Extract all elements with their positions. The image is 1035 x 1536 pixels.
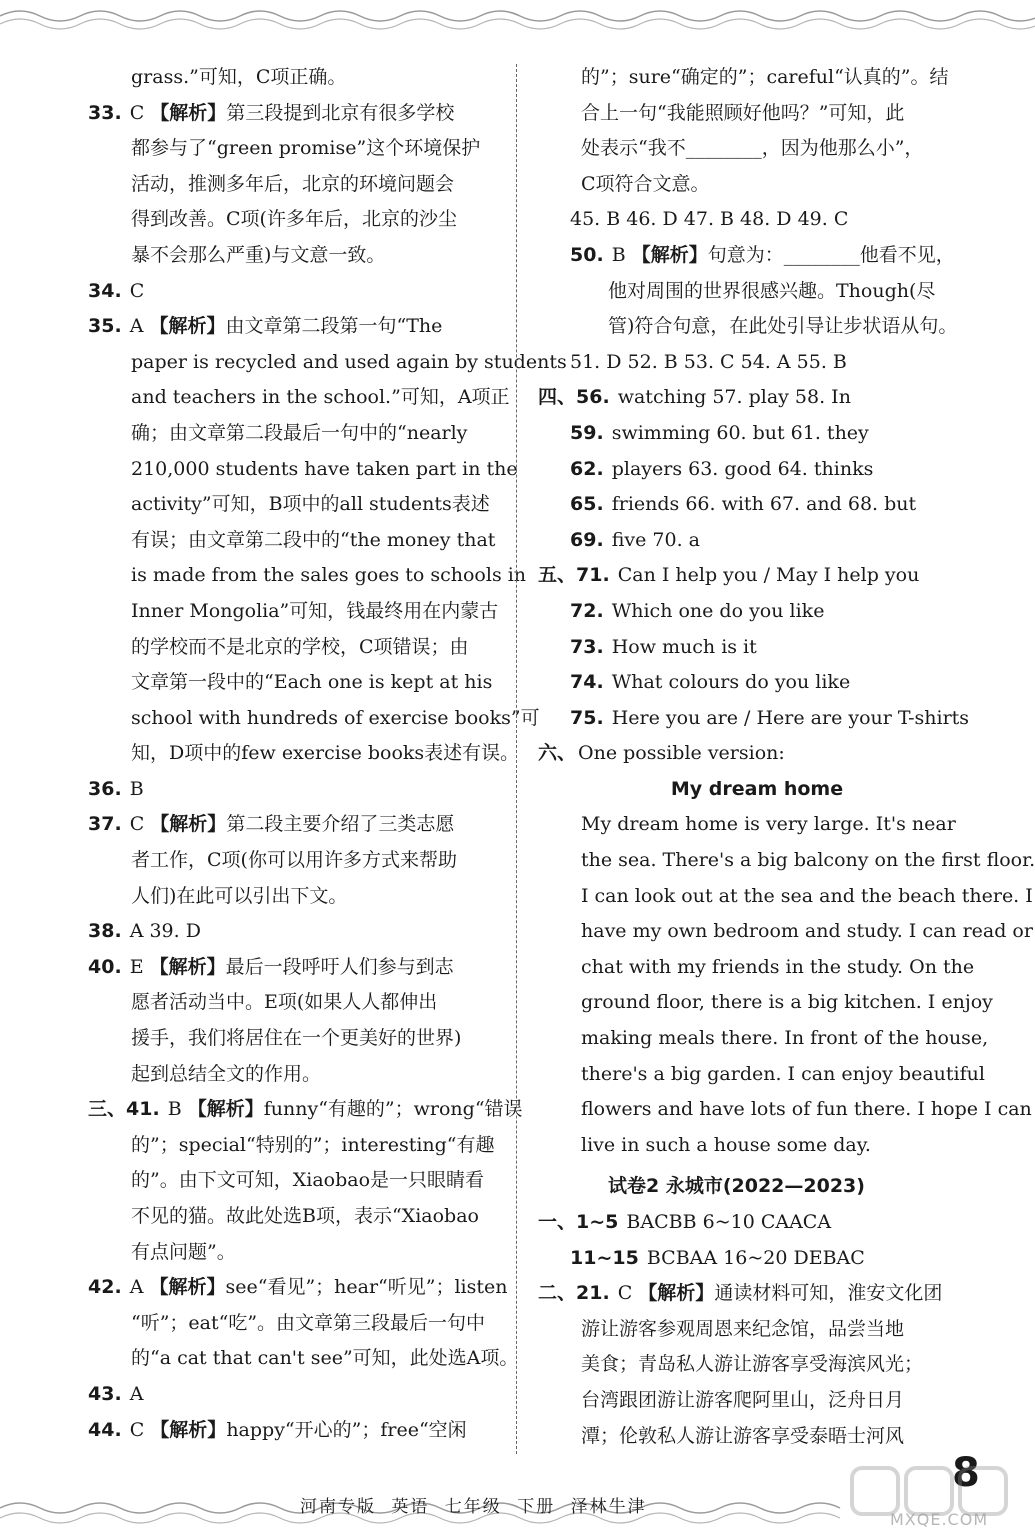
line-text: school with hundreds of exercise books”可	[131, 706, 540, 729]
text-line	[538, 1312, 976, 1348]
line-text: 得到改善。C项(许多年后，北京的沙尘	[131, 208, 457, 231]
answer-letter: B	[605, 243, 632, 266]
answer-letter: E	[123, 955, 150, 978]
text-line	[88, 701, 540, 737]
line-text: watching 57. play 58. In	[611, 386, 851, 409]
text-line	[88, 1021, 498, 1057]
line-text: flowers and have lots of fun there. I hope I can	[581, 1098, 1032, 1121]
text-line	[538, 309, 976, 345]
text-line	[538, 1057, 985, 1093]
text-line	[88, 558, 527, 594]
line-text: A 39. D	[123, 920, 201, 943]
text-line	[88, 309, 498, 345]
line-text: 的”；special“特别的”；interesting“有趣	[131, 1133, 495, 1156]
line-text: grass.”可知，C项正确。	[131, 66, 347, 88]
text-line	[88, 202, 498, 238]
line-text: A	[123, 1382, 144, 1405]
text-line	[88, 1128, 498, 1164]
line-text: What colours do you like	[605, 671, 851, 694]
text-line	[88, 1306, 498, 1342]
question-number: 74.	[570, 671, 604, 694]
question-number: 34.	[88, 279, 122, 302]
line-text: 知，D项中的few exercise books表述有误。	[131, 742, 520, 765]
line-text: 处表示“我不________，因为他那么小”，	[581, 137, 924, 160]
line-text: 第二段主要介绍了三类志愿	[226, 813, 455, 836]
line-text: funny“有趣的”；wrong“错误	[263, 1098, 523, 1121]
answer-letter: C	[123, 1418, 151, 1441]
text-line	[88, 1163, 498, 1199]
text-line	[88, 1413, 498, 1449]
text-line	[538, 914, 1033, 950]
line-text: five 70. a	[605, 528, 700, 551]
line-text: 确；由文章第二段最后一句中的“nearly	[131, 421, 468, 444]
text-line	[538, 736, 976, 772]
question-number: 38.	[88, 920, 122, 943]
line-text: see“看见”；hear“听见”；listen	[225, 1276, 508, 1299]
line-text: happy“开心的”；free“空闲	[226, 1418, 467, 1441]
text-line	[88, 416, 498, 452]
question-number: 四、56.	[538, 386, 610, 409]
line-text: 游让游客参观周恩来纪念馆，品尝当地	[581, 1317, 905, 1340]
text-line	[88, 736, 520, 772]
line-text: 愿者活动当中。E项(如果人人都伸出	[131, 991, 438, 1014]
line-text: players 63. good 64. thinks	[605, 457, 874, 480]
text-line	[538, 380, 976, 416]
line-text: My dream home	[670, 777, 844, 800]
left-column	[88, 60, 567, 1448]
text-line	[538, 487, 976, 523]
line-text: 51. D 52. B 53. C 54. A 55. B	[570, 350, 847, 373]
line-text: C项符合文意。	[581, 172, 710, 195]
text-line	[538, 772, 976, 808]
question-number: 65.	[570, 493, 604, 516]
question-number: 六、	[538, 742, 577, 765]
question-number: 50.	[570, 243, 604, 266]
text-line	[538, 1092, 1032, 1128]
question-number: 五、71.	[538, 564, 610, 587]
question-number: 73.	[570, 635, 604, 658]
text-line	[538, 274, 976, 310]
question-number: 一、1~5	[538, 1211, 619, 1233]
line-text: 活动，推测多年后，北京的环境问题会	[131, 172, 455, 195]
line-text: making meals there. In front of the house,	[581, 1027, 989, 1050]
text-line	[88, 1057, 498, 1093]
line-text: and teachers in the school.”可知，A项正	[131, 386, 510, 409]
line-text: 的学校而不是北京的学校，C项错误；由	[131, 635, 469, 658]
question-number: 69.	[570, 528, 604, 551]
text-line	[538, 1276, 976, 1312]
question-number: 37.	[88, 813, 122, 836]
text-line	[538, 1205, 976, 1241]
line-text: 台湾跟团游让游客爬阿里山，泛舟日月	[581, 1388, 905, 1411]
analysis-tag: 【解析】	[149, 315, 226, 338]
line-text: 管)符合句意，在此处引导让步状语从句。	[608, 315, 958, 338]
question-number: 42.	[88, 1276, 122, 1299]
line-text: chat with my friends in the study. On the	[581, 955, 975, 978]
line-text: BCBAA 16~20 DEBAC	[640, 1246, 865, 1269]
question-number: 二、21.	[538, 1282, 610, 1305]
text-line	[538, 416, 976, 452]
line-text: 第三段提到北京有很多学校	[226, 101, 455, 124]
line-text: 暴不会那么严重)与文意一致。	[131, 243, 386, 266]
text-line	[538, 558, 976, 594]
question-number: 36.	[88, 777, 122, 800]
line-text: ground floor, there is a big kitchen. I enjoy	[581, 991, 993, 1014]
text-line	[538, 665, 976, 701]
line-text: My dream home is very large. It's near	[581, 813, 956, 836]
text-line	[88, 523, 498, 559]
text-line	[88, 345, 567, 381]
question-number: 72.	[570, 599, 604, 622]
line-text: is made from the sales goes to schools in	[131, 564, 527, 587]
analysis-tag: 【解析】	[150, 101, 227, 124]
line-text: 不见的猫。故此处选B项，表示“Xiaobao	[131, 1205, 479, 1227]
text-line	[538, 1021, 989, 1057]
question-number: 40.	[88, 955, 122, 978]
line-text: 有误；由文章第二段中的“the money that	[131, 528, 496, 551]
line-text: C	[123, 279, 145, 302]
text-line	[538, 950, 976, 986]
analysis-tag: 【解析】	[150, 813, 227, 836]
right-column	[538, 60, 1035, 1454]
text-line	[88, 914, 498, 950]
text-line	[538, 60, 976, 96]
analysis-tag: 【解析】	[638, 1282, 715, 1305]
text-line	[88, 665, 498, 701]
text-line	[88, 594, 498, 630]
text-line	[538, 238, 976, 274]
text-line	[538, 594, 976, 630]
text-line	[88, 843, 498, 879]
analysis-tag: 【解析】	[631, 243, 708, 266]
line-text: swimming 60. but 61. they	[605, 421, 869, 444]
text-line	[538, 701, 976, 737]
line-text: B	[123, 777, 144, 800]
text-line	[538, 1383, 976, 1419]
line-text: 的”。由下文可知，Xiaobao是一只眼睛看	[131, 1169, 485, 1192]
line-text: How much is it	[605, 635, 757, 658]
text-line	[88, 167, 498, 203]
line-text: 有点问题”。	[131, 1240, 236, 1263]
line-text: Inner Mongolia”可知，钱最终用在内蒙古	[131, 599, 499, 622]
text-line	[88, 238, 498, 274]
line-text: One possible version:	[578, 742, 785, 765]
line-text: 210,000 students have taken part in the	[131, 457, 518, 480]
footer-text: 河南专版 英语 七年级 下册 泽林牛津	[300, 1497, 647, 1517]
line-text: the sea. There's a big balcony on the first floor.	[581, 849, 1035, 872]
text-line	[88, 452, 518, 488]
line-text: 由文章第二段第一句“The	[225, 315, 443, 338]
text-line	[88, 772, 498, 808]
line-text: 文章第一段中的“Each one is kept at his	[131, 671, 493, 694]
text-line	[538, 1347, 976, 1383]
text-line	[538, 345, 976, 381]
answer-letter: B	[161, 1098, 188, 1121]
text-line	[88, 807, 498, 843]
line-text: activity”可知，B项中的all students表述	[131, 493, 490, 516]
line-text: Can I help you / May I help you	[611, 564, 920, 587]
question-number: 44.	[88, 1418, 122, 1441]
text-line	[88, 1199, 498, 1235]
answer-letter: A	[123, 1276, 150, 1299]
question-number: 11~15	[570, 1246, 639, 1269]
analysis-tag: 【解析】	[149, 955, 226, 978]
text-line	[538, 630, 976, 666]
question-number: 59.	[570, 421, 604, 444]
column-divider	[516, 64, 517, 1454]
line-text: have my own bedroom and study. I can read or	[581, 920, 1033, 943]
question-number: 62.	[570, 457, 604, 480]
analysis-tag: 【解析】	[150, 1418, 227, 1441]
text-line	[88, 879, 498, 915]
text-line	[88, 131, 498, 167]
question-number: 三、41.	[88, 1098, 160, 1121]
text-line	[538, 1241, 976, 1277]
text-line	[538, 202, 976, 238]
paper2-title: 试卷2 永城市(2022—2023)	[608, 1175, 865, 1198]
question-number: 43.	[88, 1382, 122, 1405]
text-line	[538, 985, 993, 1021]
line-text: friends 66. with 67. and 68. but	[605, 493, 917, 516]
text-line	[538, 843, 1035, 879]
text-line	[88, 630, 498, 666]
line-text: 合上一句“我能照顾好他吗？”可知，此	[581, 101, 905, 124]
text-line	[88, 1235, 498, 1271]
question-number: 35.	[88, 315, 122, 338]
text-line	[88, 487, 498, 523]
line-text: “听”；eat“吃”。由文章第三段最后一句中	[131, 1311, 486, 1334]
line-text: there's a big garden. I can enjoy beautiful	[581, 1062, 985, 1085]
text-line	[538, 523, 976, 559]
text-line	[88, 950, 498, 986]
line-text: 45. B 46. D 47. B 48. D 49. C	[570, 208, 849, 231]
line-text: 的“a cat that can't see”可知，此处选A项。	[131, 1347, 519, 1370]
line-text: Which one do you like	[605, 599, 825, 622]
line-text: 最后一段呼吁人们参与到志	[225, 955, 454, 978]
answer-letter: C	[611, 1282, 639, 1305]
text-line	[88, 1092, 523, 1128]
text-line	[538, 131, 976, 167]
line-text: 句意为：________他看不见，	[707, 243, 955, 266]
text-line	[88, 96, 498, 132]
text-line	[538, 879, 1033, 915]
line-text: I can look out at the sea and the beach there. I	[581, 884, 1033, 907]
text-line	[538, 452, 976, 488]
line-text: 援手，我们将居住在一个更美好的世界)	[131, 1027, 462, 1050]
line-text: 的”；sure“确定的”；careful“认真的”。结	[581, 66, 949, 88]
text-line	[88, 1377, 498, 1413]
watermark-text: MXQE.COM	[890, 1510, 989, 1529]
answer-letter: C	[123, 813, 151, 836]
line-text: 人们)在此可以引出下文。	[131, 884, 348, 907]
line-text: 他对周围的世界很感兴趣。Though(尽	[608, 279, 936, 302]
analysis-tag: 【解析】	[187, 1098, 264, 1121]
text-line	[88, 380, 510, 416]
line-text: 者工作，C项(你可以用许多方式来帮助	[131, 849, 457, 872]
text-line	[88, 985, 498, 1021]
answer-letter: A	[123, 315, 150, 338]
top-wave-border	[0, 0, 1035, 40]
line-text: 都参与了“green promise”这个环境保护	[131, 137, 481, 160]
text-line	[88, 60, 498, 96]
text-line	[538, 807, 976, 843]
page-number: 8	[952, 1450, 980, 1496]
line-text: Here you are / Here are your T-shirts	[605, 706, 970, 729]
answer-letter: C	[123, 101, 151, 124]
question-number: 33.	[88, 101, 122, 124]
text-line	[88, 274, 498, 310]
line-text: 潭；伦敦私人游让游客享受泰晤士河风	[581, 1424, 905, 1447]
line-text: 美食；青岛私人游让游客享受海滨风光；	[581, 1353, 924, 1376]
line-text: 起到总结全文的作用。	[131, 1062, 322, 1085]
text-line	[538, 1128, 976, 1164]
analysis-tag: 【解析】	[149, 1276, 226, 1299]
line-text: live in such a house some day.	[581, 1133, 871, 1156]
text-line	[538, 96, 976, 132]
text-line	[538, 167, 976, 203]
text-line	[88, 1270, 508, 1306]
line-text: 通读材料可知，淮安文化团	[714, 1282, 943, 1305]
question-number: 75.	[570, 706, 604, 729]
text-line	[538, 1419, 976, 1455]
text-line	[88, 1341, 519, 1377]
line-text: BACBB 6~10 CAACA	[620, 1211, 832, 1233]
line-text: paper is recycled and used again by students	[131, 350, 567, 373]
